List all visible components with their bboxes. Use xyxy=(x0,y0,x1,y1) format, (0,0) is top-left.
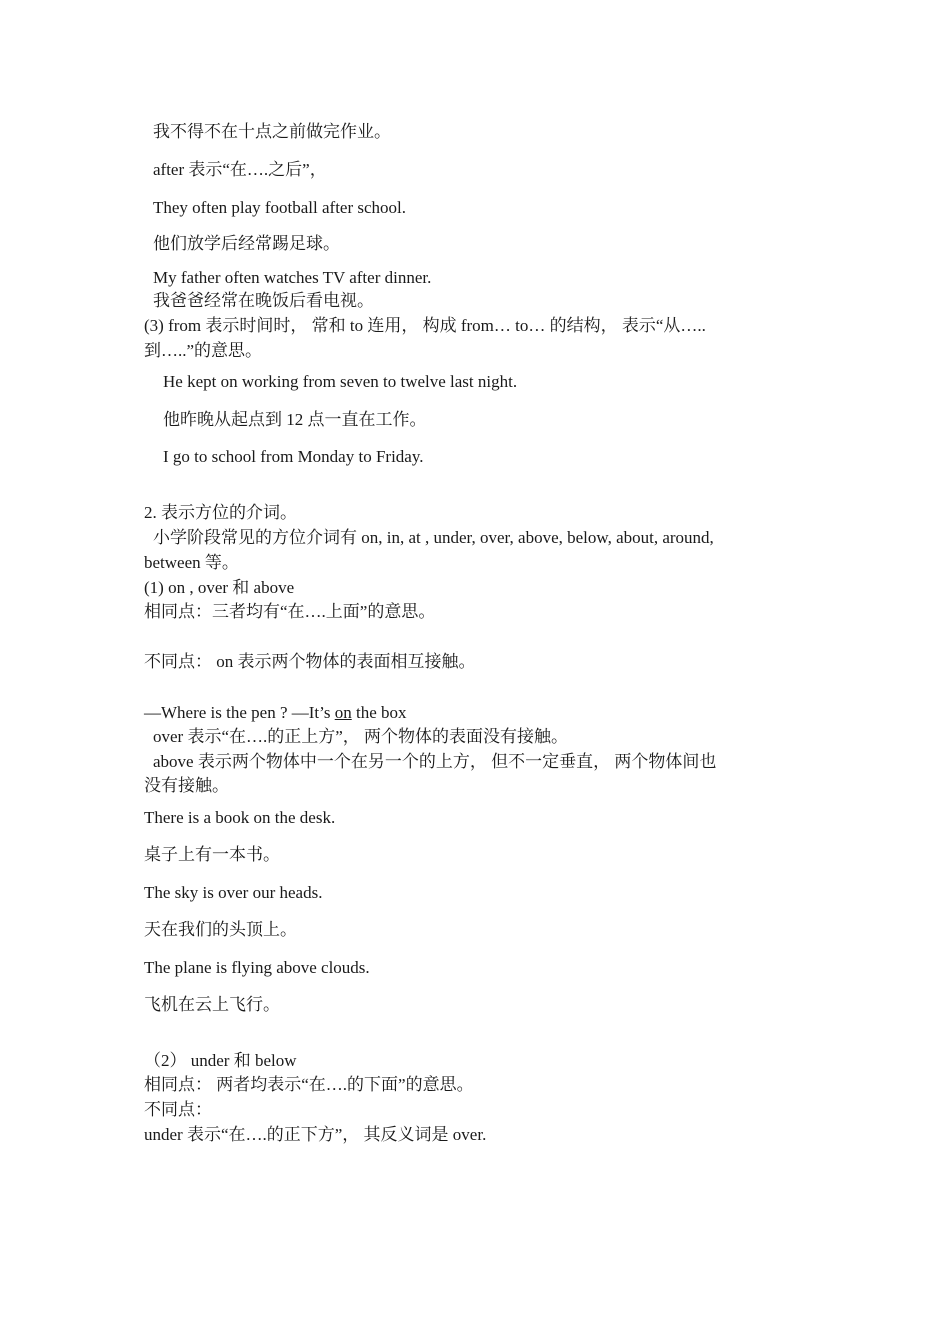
text-line: He kept on working from seven to twelve last night. xyxy=(163,372,518,391)
dialogue-text: —Where is the pen ? —It’s xyxy=(144,703,335,722)
text-line: The sky is over our heads. xyxy=(144,883,323,902)
text-line: between 等。 xyxy=(144,553,239,572)
text-line: 桌子上有一本书。 xyxy=(144,845,280,864)
text-line: 我爸爸经常在晚饭后看电视。 xyxy=(153,291,374,310)
text-line: 相同点：三者均有“在….上面”的意思。 xyxy=(144,602,436,621)
text-line: above 表示两个物体中一个在另一个的上方， 但不一定垂直， 两个物体间也 xyxy=(153,752,717,771)
underlined-word: on xyxy=(334,703,352,722)
text-line: over 表示“在….的正上方”， 两个物体的表面没有接触。 xyxy=(153,727,569,746)
text-line: 没有接触。 xyxy=(144,776,229,795)
text-line: 不同点： xyxy=(144,1100,212,1119)
text-line: (3) from 表示时间时， 常和 to 连用， 构成 from… to… 的结构， 表示“从….. xyxy=(144,316,706,335)
text-line: 到…..”的意思。 xyxy=(144,341,263,360)
text-line: The plane is flying above clouds. xyxy=(144,958,370,977)
dialogue-text: the box xyxy=(351,703,407,722)
text-line: 他们放学后经常踢足球。 xyxy=(153,234,340,253)
text-line: 我不得不在十点之前做完作业。 xyxy=(153,122,391,141)
text-line: after 表示“在….之后”， xyxy=(153,160,327,179)
subsection-heading: (1) on , over 和 above xyxy=(144,578,295,597)
dialogue-line xyxy=(144,703,407,723)
text-line: 相同点： 两者均表示“在….的下面”的意思。 xyxy=(144,1075,474,1094)
text-line: I go to school from Monday to Friday. xyxy=(163,447,424,466)
text-line: under 表示“在….的正下方”， 其反义词是 over. xyxy=(144,1125,487,1144)
text-line: There is a book on the desk. xyxy=(144,808,336,827)
text-line: 他昨晚从起点到 12 点一直在工作。 xyxy=(163,410,427,429)
subsection-heading: （2） under 和 below xyxy=(144,1051,297,1070)
text-line: 天在我们的头顶上。 xyxy=(144,920,297,939)
section-heading: 2. 表示方位的介词。 xyxy=(144,503,297,522)
text-line: They often play football after school. xyxy=(153,198,407,217)
text-line: 飞机在云上飞行。 xyxy=(144,995,280,1014)
text-line: 不同点： on 表示两个物体的表面相互接触。 xyxy=(144,652,476,671)
text-line: 小学阶段常见的方位介词有 on, in, at , under, over, above, below, about, around, xyxy=(153,528,714,547)
text-line: My father often watches TV after dinner. xyxy=(153,268,432,287)
